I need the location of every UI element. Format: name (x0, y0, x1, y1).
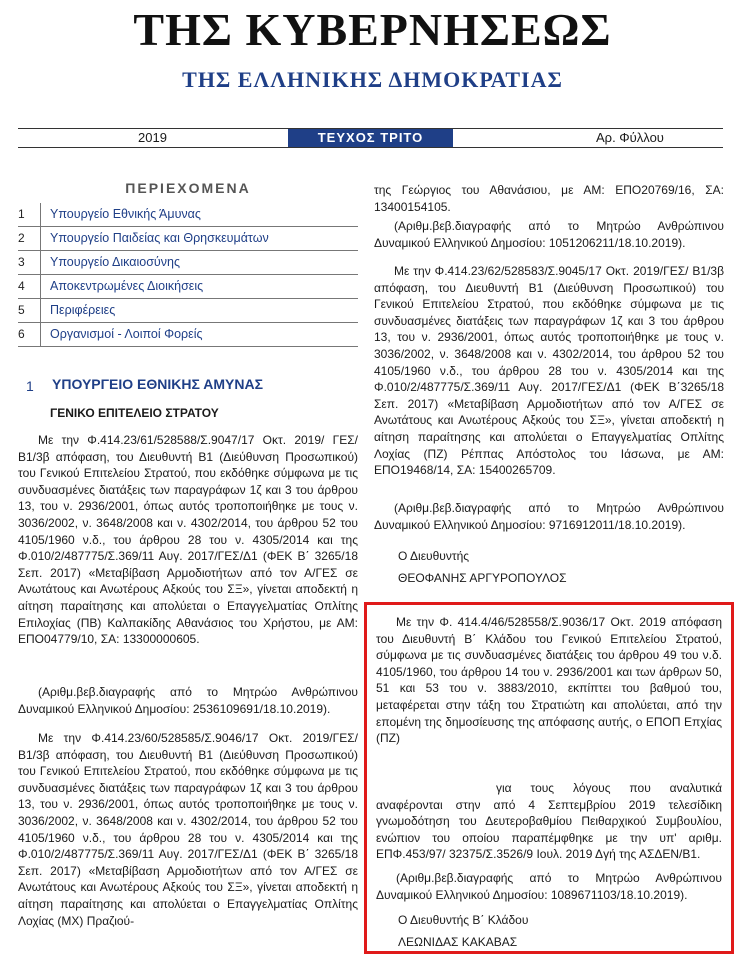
toc-number: 6 (18, 327, 25, 341)
signer-title: Ο Διευθυντής (398, 549, 470, 563)
signer-title: Ο Διευθυντής Β΄ Κλάδου (398, 913, 529, 927)
table-of-contents (18, 203, 358, 347)
toc-label: Υπουργείο Δικαιοσύνης (50, 255, 180, 269)
toc-row (18, 227, 358, 251)
issue-series-badge: ΤΕΥΧΟΣ ΤΡΙΤΟ (288, 129, 453, 147)
toc-label: Υπουργείο Παιδείας και Θρησκευμάτων (50, 231, 269, 245)
decision-paragraph: Με την Φ.414.23/60/528585/Σ.9046/17 Οκτ. 2019/ΓΕΣ/ Β1/3β απόφαση, του Διευθυντή Β1 (Διεύθυνση Προσωπικού) του Γενικού Επιτελείου Στρατού, που εκδόθηκε σύμφωνα με τις συνδυασμένες διατάξεις των παραγράφων 1ζ και 3 του άρθρου 13, του ν. 2936/2001, όπως αυτός τροποποιήθηκε με τους ν. 3036/2002, ν. 3648/2008 και ν. 4302/2014, του άρθρου 52 του 4105/1960 ν.δ., του άρθρου 28 του ν. 4305/2014 και της Φ.010/2/487775/Σ.369/11 Αυγ. 2017/ΓΕΣ/Δ1 (ΦΕΚ Β΄ 3265/18 Σεπ. 2017) «Μεταβίβαση Αρμοδιοτήτων από τον Α/ΓΕΣ σε Ανωτάτους και Ανωτέρους Αξκούς του ΣΞ», γίνεται αποδεκτή η αίτηση παραίτησης και απολύεται ο Επαγγελματίας Οπλίτης Λοχίας (ΜΧ) Πραζιού- (18, 731, 358, 928)
section-title: ΥΠΟΥΡΓΕΙΟ ΕΘΝΙΚΗΣ ΑΜΥΝΑΣ (52, 376, 263, 392)
toc-heading: ΠΕΡΙΕΧΟΜΕΝΑ (125, 180, 251, 196)
toc-label: Υπουργείο Εθνικής Άμυνας (50, 207, 201, 221)
section-subtitle: ΓΕΝΙΚΟ ΕΠΙΤΕΛΕΙΟ ΣΤΡΑΤΟΥ (50, 406, 219, 420)
toc-label: Περιφέρειες (50, 303, 116, 317)
signer-name: ΛΕΩΝΙΔΑΣ ΚΑΚΑΒΑΣ (398, 935, 518, 949)
toc-row (18, 275, 358, 299)
toc-number: 3 (18, 255, 25, 269)
toc-row (18, 251, 358, 275)
decision-paragraph: της Γεώργιος του Αθανάσιου, με ΑΜ: ΕΠΟ20769/16, ΣΑ: 13400154105. (374, 183, 724, 214)
gazette-title: ΤΗΣ ΚΥΒΕΡΝΗΣΕΩΣ (133, 4, 612, 55)
issue-date: 2019 (138, 130, 167, 145)
decision-paragraph: Με την Φ.414.23/61/528588/Σ.9047/17 Οκτ. 2019/ ΓΕΣ/Β1/3β απόφαση, του Διευθυντή Β1 (Διεύθυνση Προσωπικού) του Γενικού Επιτελείου Στρατού, που εκδόθηκε σύμφωνα με τις συνδυασμένες διατάξεις των παραγράφων 1ζ και 3 του άρθρου 13, του ν. 2936/2001, όπως αυτός τροποποιήθηκε με τους ν. 3036/2002, ν. 3648/2008 και ν. 4302/2014, του άρθρου 52 του 4105/1960 ν.δ., του άρθρου 28 του ν. 4305/2014 και της Φ.010/2/487775/Σ.369/11 Αυγ. 2017/ΓΕΣ/Δ1 (ΦΕΚ Β΄ 3265/18 Σεπ. 2017) «Μεταβίβαση Αρμοδιοτήτων από τον Α/ΓΕΣ σε Ανωτάτους και Ανωτέρους Αξκούς του ΣΞ», γίνεται αποδεκτή η αίτηση παραίτησης και απολύεται ο Επαγγελματίας Οπλίτης Επιλοχίας (ΠΒ) Καλπακίδης Αθανάσιος του Χρήστου, με ΑΜ: ΕΠΟ04779/10, ΣΑ: 13300000605. (18, 433, 358, 647)
boxed-decision-paragraph: Με την Φ. 414.4/46/528558/Σ.9036/17 Οκτ. 2019 απόφαση του Διευθυντή Β΄ Κλάδου του Γενικού Επιτελείου Στρατού, σύμφωνα με τις συνδυασμένες διατάξεις του άρθρου 49 του ν.δ. 4105/1960, του άρθρου 14 του ν. 2936/2001 και των άρθρων 50, 51 και 53 του ν. 3883/2010, εκπίπτει του βαθμού του, μεταφέρεται στην τάξη του Στρατιώτη και απολύεται, από την επομένη της δημοσίευσης της απόφασης αυτής, ο ΕΠΟΠ Επχίας (ΠΖ) (376, 615, 722, 746)
toc-number: 5 (18, 303, 25, 317)
toc-number: 2 (18, 231, 25, 245)
deletion-certificate-note: (Αριθμ.βεβ.διαγραφής από το Μητρώο Ανθρώπινου Δυναμικού Ελληνικού Δημοσίου: 1089671103/18.10.2019). (376, 871, 722, 902)
issue-bar (18, 128, 723, 148)
toc-number: 1 (18, 207, 25, 221)
issue-sheet-number: Αρ. Φύλλου (596, 130, 664, 145)
toc-number: 4 (18, 279, 25, 293)
deletion-certificate-note: (Αριθμ.βεβ.διαγραφής από το Μητρώο Ανθρώπινου Δυναμικού Ελληνικού Δημοσίου: 9716912011/18.10.2019). (374, 501, 724, 532)
toc-label: Οργανισμοί - Λοιποί Φορείς (50, 327, 203, 341)
deletion-certificate-note: (Αριθμ.βεβ.διαγραφής από το Μητρώο Ανθρώπινου Δυναμικού Ελληνικού Δημοσίου: 2536109691/18.10.2019). (18, 685, 358, 716)
signer-name: ΘΕΟΦΑΝΗΣ ΑΡΓΥΡΟΠΟΥΛΟΣ (398, 571, 567, 585)
toc-row (18, 203, 358, 227)
deletion-certificate-note: (Αριθμ.βεβ.διαγραφής από το Μητρώο Ανθρώπινου Δυναμικού Ελληνικού Δημοσίου: 1051206211/18.10.2019). (374, 219, 724, 250)
toc-row (18, 323, 358, 347)
toc-label: Αποκεντρωμένες Διοικήσεις (50, 279, 204, 293)
decision-paragraph: Με την Φ.414.23/62/528583/Σ.9045/17 Οκτ. 2019/ΓΕΣ/ Β1/3β απόφαση, του Διευθυντή Β1 (Διεύθυνση Προσωπικού) του Γενικού Επιτελείου Στρατού, που εκδόθηκε σύμφωνα με τις συνδυασμένες διατάξεις των παραγράφων 1ζ και 3 του άρθρου 13, του ν. 2936/2001, όπως αυτός τροποποιήθηκε με τους ν. 3036/2002, ν. 3648/2008 και ν. 4302/2014, του άρθρου 52 του 4105/1960 ν.δ., του άρθρου 28 του ν. 4305/2014 και της Φ.010/2/487775/Σ.369/11 Αυγ. 2017/ΓΕΣ/Δ1 (ΦΕΚ Β΄3265/18 Σεπ. 2017) «Μεταβίβαση Αρμοδιοτήτων από τον Α/ΓΕΣ σε Ανωτάτους και Ανωτέρους Αξκούς του ΣΞ», γίνεται αποδεκτή η αίτηση παραίτησης και απολύεται ο Επαγγελματίας Οπλίτης Λοχίας (ΠΖ) Ρέππας Απόστολος του Ιάσωνα, με ΑΜ: ΕΠΟ19468/14, ΣΑ: 15400265709. (374, 264, 724, 478)
boxed-decision-paragraph: για τους λόγους που αναλυτικά αναφέρονται στην από 4 Σεπτεμβρίου 2019 τελεσίδικη γνωμοδότηση του Δευτεροβαθμίου Πειθαρχικού Συμβουλίου, ενώπιον του οποίου παραπέμφθηκε με την υπ' αριθμ. ΕΠΦ.453/97/ 32375/Σ.3526/9 Ιουλ. 2019 Δγή της ΑΣΔΕΝ/Β1. (376, 781, 722, 862)
toc-row (18, 299, 358, 323)
section-number: 1 (26, 378, 34, 394)
gazette-subtitle: ΤΗΣ ΕΛΛΗΝΙΚΗΣ ΔΗΜΟΚΡΑΤΙΑΣ (182, 67, 563, 92)
